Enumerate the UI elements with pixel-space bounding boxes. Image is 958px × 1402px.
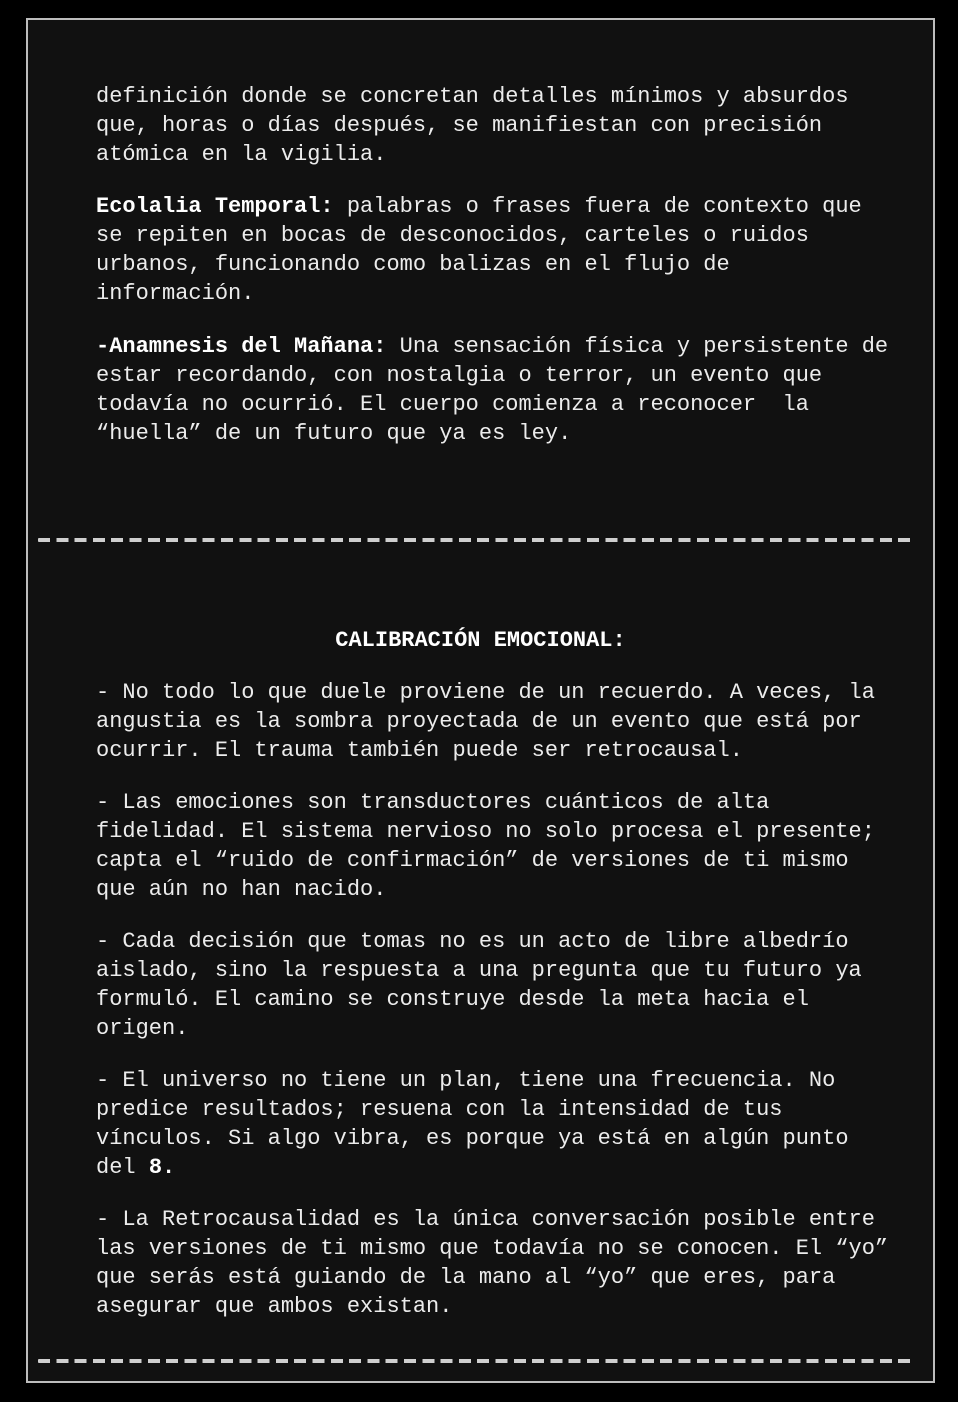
calibration-item: - No todo lo que duele proviene de un recuerdo. A veces, la angustia es la sombra proyectada de un evento que está por ocurrir. El trauma también puede ser retrocausal.: [96, 680, 889, 763]
definition-ecolalia-temporal: [96, 192, 896, 308]
section-heading: CALIBRACIÓN EMOCIONAL:: [335, 628, 626, 653]
definition-text: palabras o frases fuera de contexto que se repiten en bocas de desconocidos, carteles o ruidos urbanos, funcionando como balizas en el flujo de información.: [96, 194, 875, 306]
calibration-item: [96, 1066, 896, 1182]
dashed-separator: [38, 538, 916, 542]
intro-paragraph: definición donde se concretan detalles mínimos y absurdos que, horas o días después, se manifiestan con precisión atómica en la vigilia.: [96, 84, 862, 167]
dashed-separator-bottom: [38, 1359, 916, 1363]
calibration-item-text: - El universo no tiene un plan, tiene una frecuencia. No predice resultados; resuena con la intensidad de tus vínculos. Si algo vibra, es porque ya está en algún punto del: [96, 1068, 862, 1180]
definition-term: -Anamnesis del Mañana:: [96, 334, 387, 359]
calibration-item-emphasis: 8.: [148, 1155, 176, 1180]
calibration-item: - Cada decisión que tomas no es un acto de libre albedrío aislado, sino la respuesta a una pregunta que tu futuro ya formuló. El camino se construye desde la meta hacia el origen.: [96, 929, 875, 1041]
definition-anamnesis-del-manana: [96, 332, 902, 448]
definition-text: Una sensación física y persistente de estar recordando, con nostalgia o terror, un evento que todavía no ocurrió. El cuerpo comienza a reconocer la “huella” de un futuro que ya es ley.: [96, 334, 902, 446]
definition-term: Ecolalia Temporal:: [96, 194, 334, 219]
document-panel: [26, 18, 935, 1383]
calibration-item: - La Retrocausalidad es la única conversación posible entre las versiones de ti mismo que todavía no se conocen. El “yo” que serás está guiando de la mano al “yo” que eres, para asegurar que ambos existan.: [96, 1207, 902, 1319]
calibration-item: - Las emociones son transductores cuánticos de alta fidelidad. El sistema nervioso no solo procesa el presente; capta el “ruido de confirmación” de versiones de ti mismo que aún no han nacido.: [96, 790, 889, 902]
